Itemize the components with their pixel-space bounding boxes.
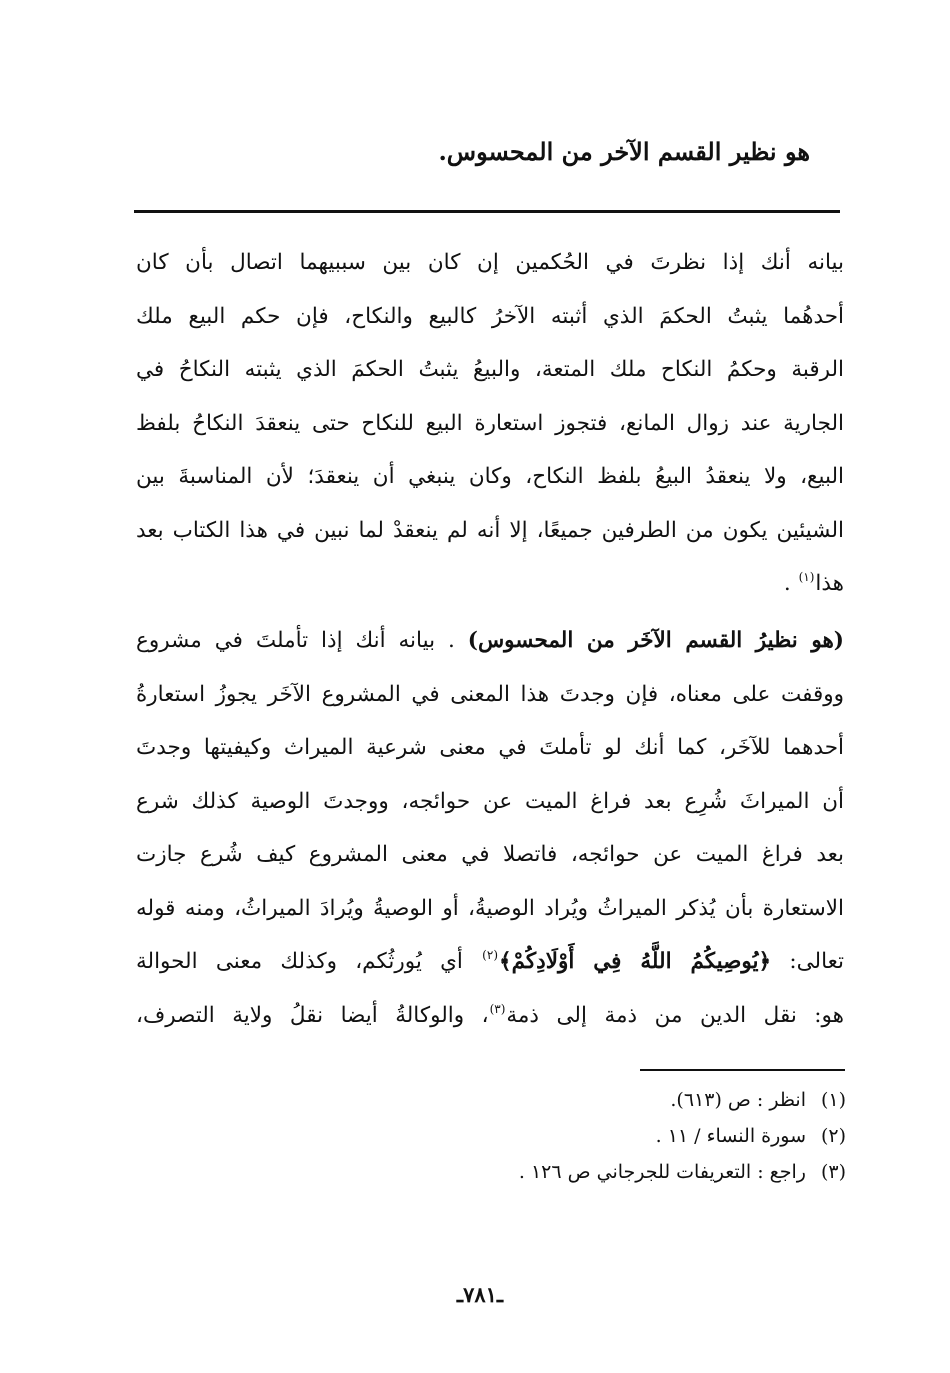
- text-line: بعد فراغ الميت عن حوائجه، فاتصلا في معنى المشروع كيف شُرع جازت: [136, 842, 844, 867]
- page-number: ـ٧٨١ـ: [456, 1282, 504, 1307]
- text-segment: هذا: [815, 571, 844, 596]
- running-header: [140, 132, 810, 172]
- footnote-text: راجع : التعريفات للجرجاني ص ١٢٦ .: [518, 1161, 806, 1183]
- text-line: الاستعارة بأن يُذكر الميراثُ ويُراد الوصيةُ، أو الوصيةُ ويُرادَ الميراثُ، ومنه قوله: [136, 895, 844, 921]
- text-line: أحدهما للآخَر، كما أنك لو تأملتَ في معنى شرعية الميراث وكيفيتها وجدتَ: [136, 735, 844, 760]
- text-line: أحدهُما يثبتُ الحكمَ الذي أثبته الآخرُ كالبيع والنكاح، فإن حكم البيع ملك: [136, 303, 844, 329]
- footnote-ref-2: (٢): [482, 948, 498, 962]
- footnotes: [300, 1082, 846, 1190]
- text-line: أن الميراثَ شُرِع بعد فراغ الميت عن حوائجه، ووجدتَ الوصية كذلك شرع: [136, 788, 844, 814]
- text-segment: هو: نقل الدين من ذمة إلى ذمة: [506, 1002, 844, 1028]
- text-line-last: [136, 557, 844, 611]
- text-segment: ، والوكالةُ أيضا نقلُ ولاية التصرف،: [136, 1002, 489, 1028]
- text-line: [136, 989, 844, 1043]
- footnote-text: سورة النساء / ١١ .: [655, 1125, 806, 1147]
- header-rule: [134, 210, 840, 213]
- text-segment: تعالى:: [771, 949, 844, 974]
- text-segment: .: [783, 571, 798, 596]
- footnote-item: [300, 1118, 846, 1154]
- footnote-ref-3: (٣): [489, 1001, 506, 1016]
- text-line: [136, 935, 844, 989]
- footnote-item: [300, 1154, 846, 1190]
- commentary-keyphrase: (هو نظيرُ القسم الآخَر من المحسوس): [467, 628, 844, 653]
- text-segment: أي يُورثُكم، وكذلك معنى الحوالة: [136, 949, 482, 974]
- text-segment: . بيانه أنك إذا تأملتَ في مشروع: [136, 628, 468, 653]
- footnote-rule: [640, 1069, 845, 1071]
- text-line: البيع، ولا ينعقدُ البيعُ بلفظ النكاح، وكان ينبغي أن ينعقدَ؛ لأن المناسبةَ بين: [136, 464, 844, 489]
- footnote-text: انظر : ص (٦١٣).: [670, 1089, 806, 1111]
- text-line: ووقفت على معناه، فإن وجدتَ هذا المعنى في المشروع الآخَر يجوزُ استعارةُ: [136, 681, 844, 707]
- footnote-number: (١): [820, 1089, 846, 1111]
- running-header-title: هو نظير القسم الآخر من المحسوس.: [438, 137, 810, 166]
- footnote-item: [300, 1082, 846, 1118]
- text-line: الجارية عند زوال المانع، فتجوز استعارة البيع للنكاح حتى ينعقدَ النكاحُ بلفظ: [136, 410, 844, 436]
- footnote-number: (٢): [820, 1125, 846, 1147]
- text-line: الشيئين يكون من الطرفين جميعًا، إلا أنه لم ينعقدْ لما نبين في هذا الكتاب بعد: [136, 517, 844, 543]
- text-line: [136, 614, 844, 668]
- text-line: الرقبة وحكمُ النكاح ملك المتعة، والبيعُ يثبتُ الحكمَ الذي يثبته النكاحُ في: [136, 357, 844, 382]
- paragraph-1: [136, 236, 844, 611]
- paragraph-2: [136, 614, 844, 1042]
- footnote-ref-1: (١): [798, 570, 815, 584]
- footnote-number: (٣): [820, 1161, 846, 1183]
- text-line: بيانه أنك إذا نظرتَ في الحُكمين إن كان بين سببيهما اتصال بأن كان: [136, 250, 844, 275]
- quran-verse: ﴿يُوصِيكُمُ اللَّهُ فِي أَوْلَادِكُمْ﴾: [499, 949, 772, 974]
